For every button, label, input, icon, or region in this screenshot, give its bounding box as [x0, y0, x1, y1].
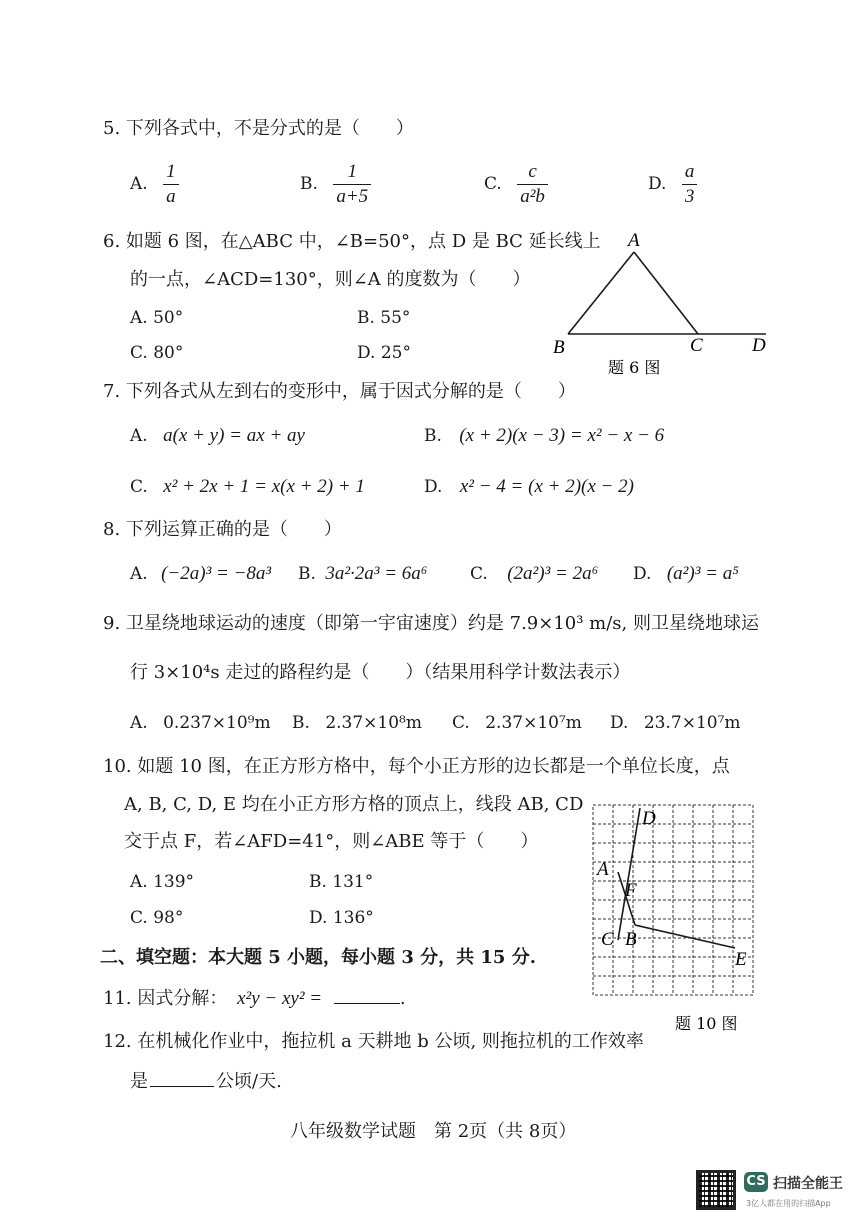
numerator: a [684, 161, 695, 182]
point-label-a: A [597, 859, 609, 880]
option-label: B. [292, 713, 310, 733]
q10-option-c: C. 98° [130, 908, 184, 928]
denominator: a [166, 186, 176, 207]
expression: (−2a)³ = −8a³ [161, 563, 272, 584]
option-label: C. [470, 564, 488, 584]
numerator: 1 [166, 161, 176, 182]
q11 [103, 985, 406, 1011]
expression: x² + 2x + 1 = x(x + 2) + 1 [163, 476, 365, 497]
q6-option-c: C. 80° [130, 343, 184, 363]
denominator: 3 [684, 186, 695, 207]
q9-option-d [610, 711, 741, 735]
q11-expression: x²y − xy² = [237, 988, 323, 1009]
q8-option-a [130, 562, 271, 586]
q6-line1: 6. 如题 6 图，在△ABC 中，∠B=50°，点 D 是 BC 延长线上 [103, 231, 601, 252]
qr-code-icon [696, 1170, 736, 1210]
expression: 2.37×10⁷m [485, 713, 582, 733]
expression: a(x + y) = ax + ay [163, 425, 305, 446]
q10-option-b: B. 131° [309, 872, 374, 892]
numerator: 1 [347, 161, 357, 182]
q10-option-d: D. 136° [309, 908, 374, 928]
option-label: B. [300, 174, 318, 194]
q6-line2: 的一点，∠ACD=130°，则∠A 的度数为（ ） [130, 269, 531, 290]
q10-line1: 10. 如题 10 图，在正方形方格中，每个小正方形的边长都是一个单位长度，点 [103, 756, 730, 777]
segment-be [635, 925, 735, 948]
denominator: a²b [520, 186, 545, 207]
q5-option-b [300, 162, 371, 207]
point-label-e: E [735, 949, 747, 970]
side-ac [634, 252, 698, 334]
q10-line3: 交于点 F，若∠AFD=41°，则∠ABE 等于（ ） [124, 831, 539, 852]
option-label: D. [648, 174, 667, 194]
fraction [333, 162, 371, 207]
point-label-b: B [625, 929, 637, 950]
fraction [682, 162, 698, 207]
option-label: A. [130, 564, 148, 584]
q5-option-d [648, 162, 697, 207]
q8-option-d [633, 562, 739, 586]
figure-caption: 题 10 图 [675, 1014, 738, 1033]
segment-cd [618, 808, 640, 940]
q6-option-b: B. 55° [357, 308, 411, 328]
q10-grid-figure [585, 800, 765, 1040]
page-footer: 八年级数学试题 第 2页（共 8页） [290, 1121, 577, 1142]
q11-prefix: 11. 因式分解： [103, 988, 228, 1009]
point-label-f: F [625, 880, 637, 901]
q8-stem: 8. 下列运算正确的是（ ） [103, 519, 342, 540]
expression: 0.237×10⁹m [163, 713, 271, 733]
q7-option-c [130, 475, 365, 499]
option-label: A. [130, 713, 148, 733]
option-label: C. [130, 477, 148, 497]
answer-blank[interactable] [150, 1068, 214, 1087]
side-ab [568, 252, 634, 334]
option-label: C. [452, 713, 470, 733]
denominator: a+5 [336, 186, 369, 207]
option-label: A. [130, 174, 148, 194]
option-label: D. [633, 564, 652, 584]
q12-prefix: 是 [130, 1071, 148, 1092]
vertex-label-b: B [553, 337, 565, 358]
fraction [163, 162, 179, 207]
q6-option-d: D. 25° [357, 343, 411, 363]
answer-blank[interactable] [334, 985, 400, 1004]
scanner-tagline: 3亿人都在用的扫描App [746, 1199, 831, 1208]
point-label-d: D [642, 808, 656, 829]
q5-option-a [130, 162, 179, 207]
q9-line1: 9. 卫星绕地球运动的速度（即第一宇宙速度）约是 7.9×10³ m/s, 则卫星绕地球运 [103, 613, 759, 634]
expression: x² − 4 = (x + 2)(x − 2) [459, 476, 634, 497]
q6-option-a: A. 50° [130, 308, 184, 328]
q9-line2: 行 3×10⁴s 走过的路程约是（ ）（结果用科学计数法表示） [130, 662, 631, 683]
expression: 23.7×10⁷m [643, 713, 741, 733]
vertex-label-d: D [752, 335, 766, 356]
expression: (x + 2)(x − 3) = x² − x − 6 [459, 425, 665, 446]
q7-stem: 7. 下列各式从左到右的变形中，属于因式分解的是（ ） [103, 381, 576, 402]
point-label-c: C [601, 929, 614, 950]
vertex-label-c: C [690, 335, 703, 356]
q8-option-b [298, 562, 427, 586]
q7-option-a [130, 424, 305, 448]
q12-suffix: 公顷/天. [216, 1071, 282, 1092]
q7-option-d [424, 475, 634, 499]
cs-logo-icon: CS [744, 1172, 768, 1192]
q6-triangle-figure [548, 228, 778, 388]
option-label: A. [130, 426, 148, 446]
q12-line1: 12. 在机械化作业中，拖拉机 a 天耕地 b 公顷, 则拖拉机的工作效率 [103, 1031, 644, 1052]
option-label: D. [610, 713, 629, 733]
option-label: C. [484, 174, 502, 194]
q10-option-a: A. 139° [130, 872, 195, 892]
q5-option-c [484, 162, 548, 207]
q12-line2 [130, 1068, 282, 1094]
vertex-label-a: A [628, 230, 640, 251]
expression: (2a²)³ = 2a⁶ [507, 563, 599, 584]
scanner-brand: 扫描全能王 [773, 1176, 843, 1192]
option-label: B. [298, 564, 316, 584]
expression: 3a²·2a³ = 6a⁶ [325, 563, 428, 584]
option-label: D. [424, 477, 443, 497]
q8-option-c [470, 562, 598, 586]
q11-suffix: . [399, 988, 406, 1009]
numerator: c [528, 161, 537, 182]
dashed-grid [593, 805, 753, 995]
expression: (a²)³ = a⁵ [666, 563, 739, 584]
q9-option-c [452, 711, 582, 735]
option-label: B. [424, 426, 442, 446]
q10-line2: A, B, C, D, E 均在小正方形方格的顶点上，线段 AB, CD [124, 794, 584, 815]
expression: 2.37×10⁸m [325, 713, 422, 733]
fraction [517, 162, 548, 207]
q7-option-b [424, 424, 664, 448]
figure-caption: 题 6 图 [608, 358, 661, 377]
q9-option-a [130, 711, 271, 735]
section-heading: 二、填空题：本大题 5 小题，每小题 3 分，共 15 分. [100, 947, 536, 968]
q5-stem: 5. 下列各式中，不是分式的是（ ） [103, 118, 414, 139]
q9-option-b [292, 711, 422, 735]
